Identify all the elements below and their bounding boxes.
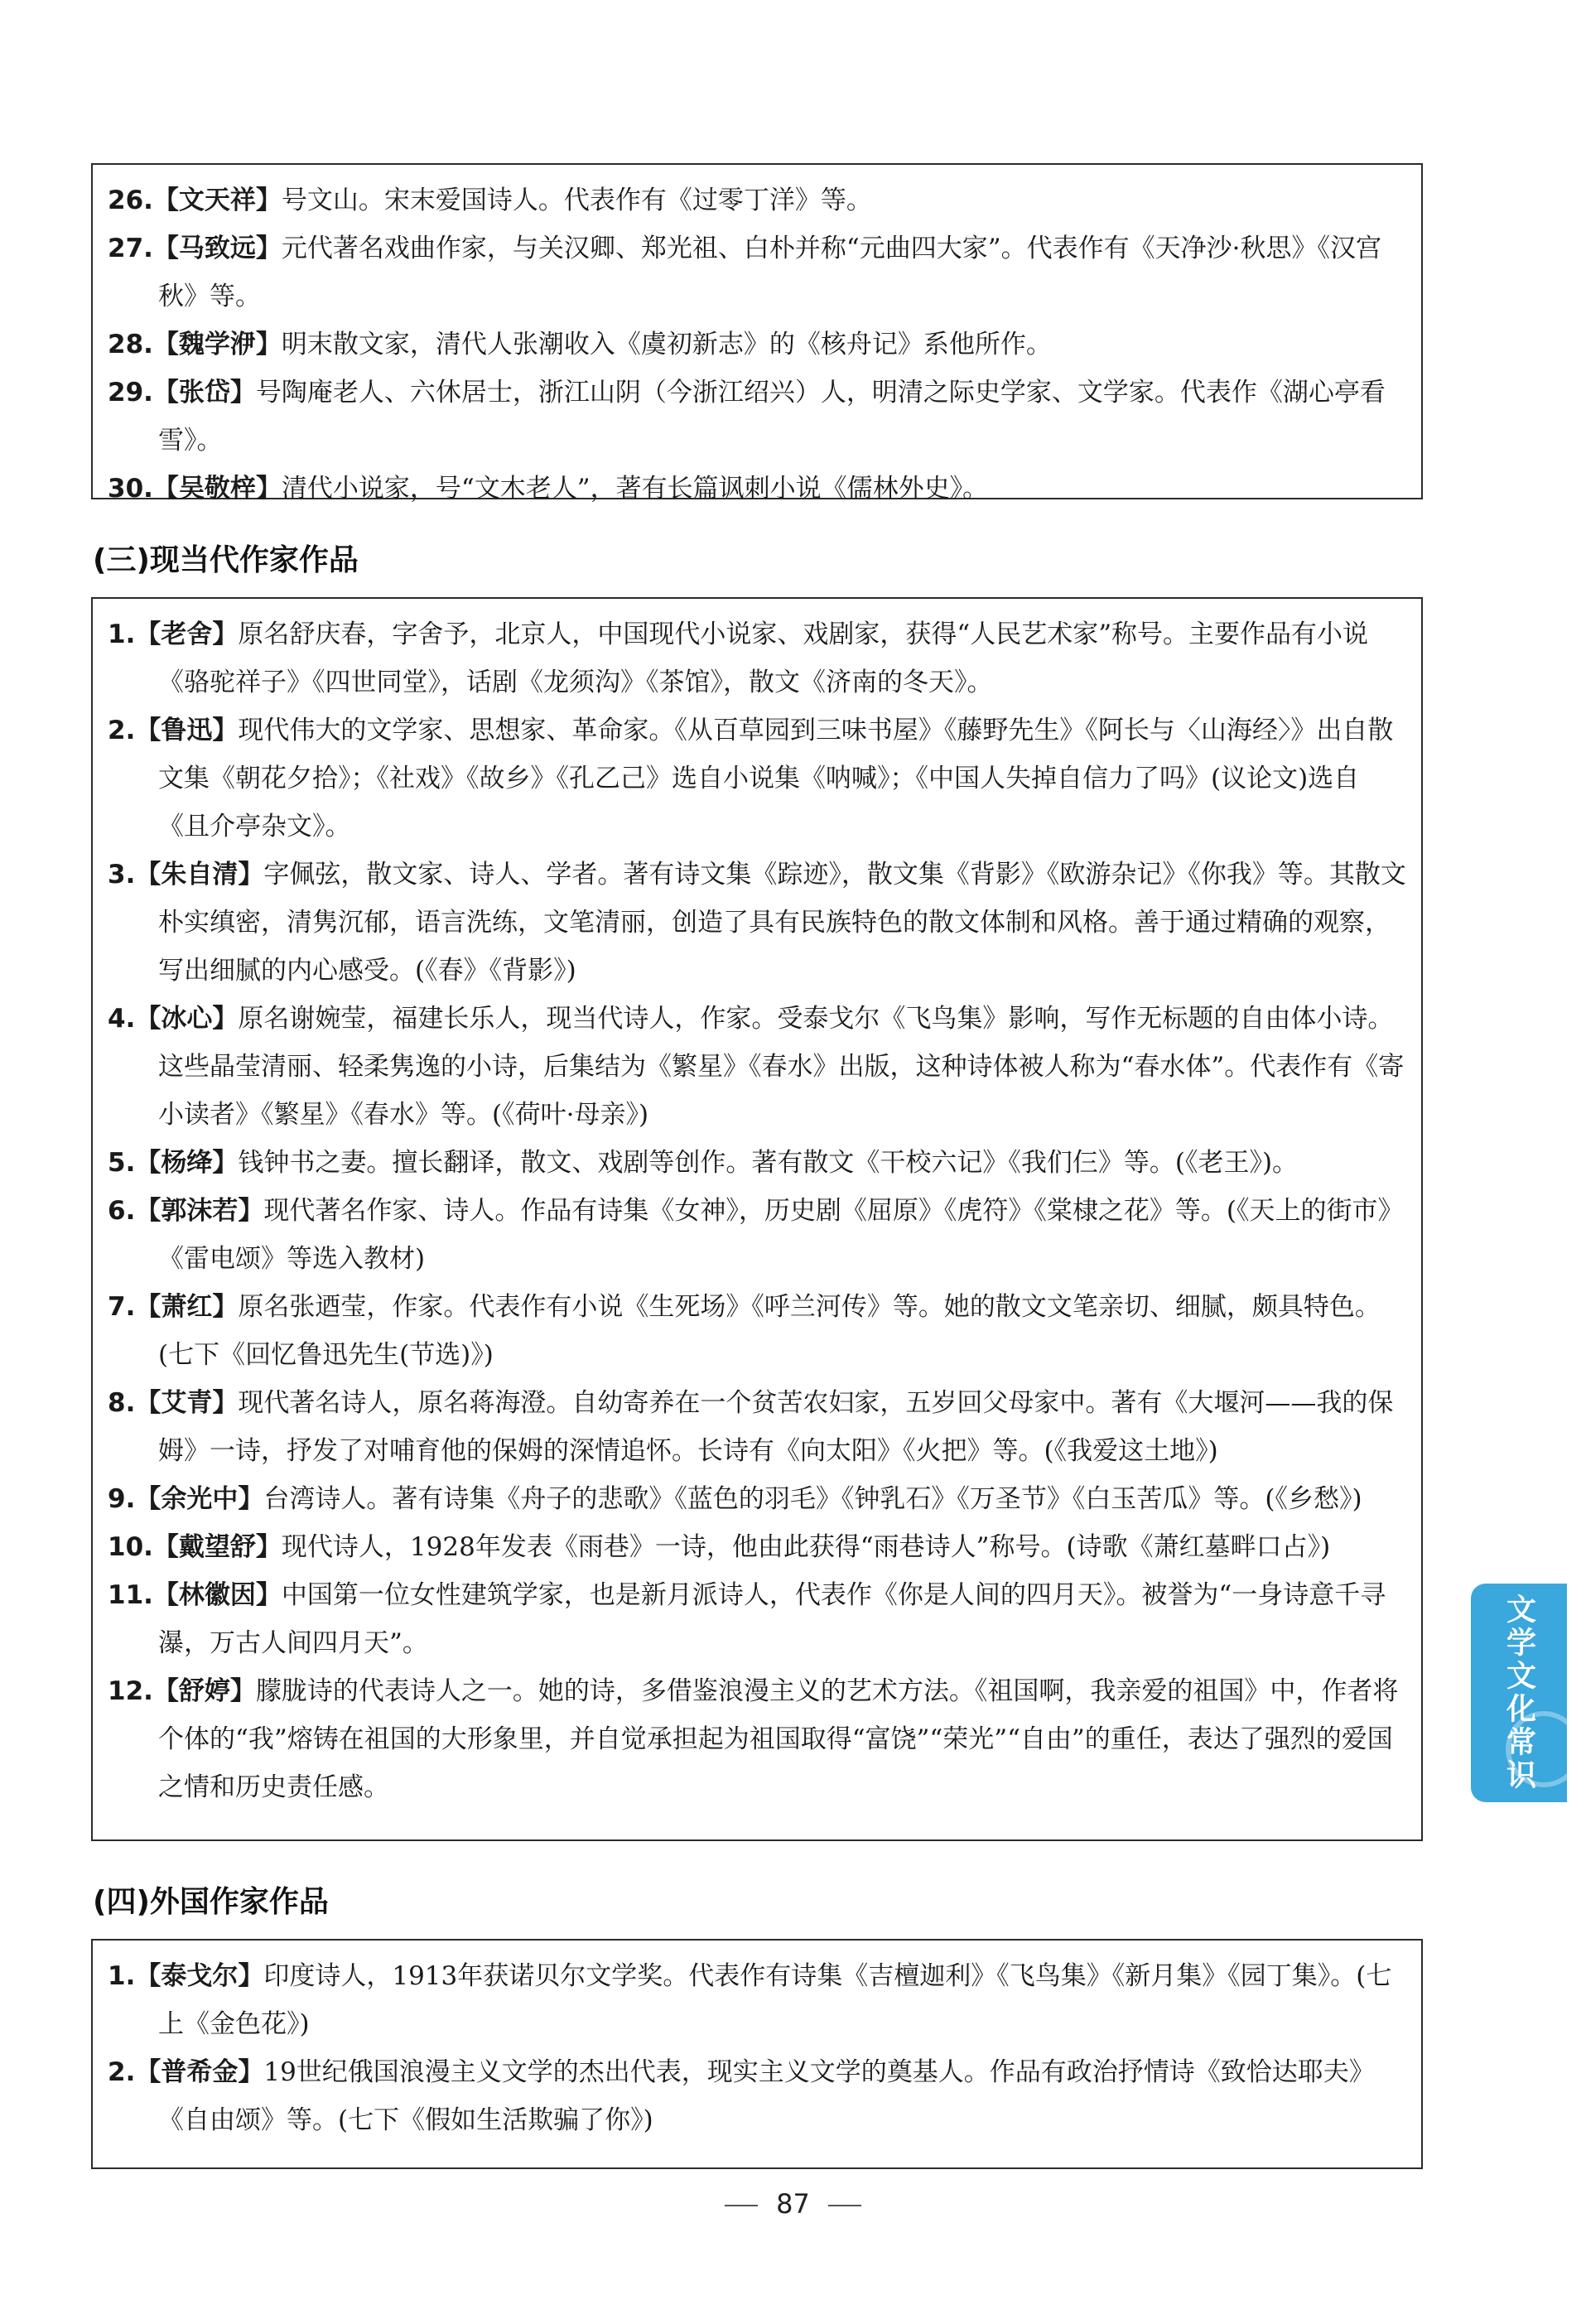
entry: 1.【泰戈尔】印度诗人，1913年获诺贝尔文学奖。代表作有诗集《吉檀迦利》《飞鸟集》《新月集》《园丁集》。(七上《金色花》) <box>108 1961 1392 2039</box>
authors-box-ancient <box>91 163 1423 504</box>
side-tab-label: 文学文化常识 <box>1502 1594 1536 1792</box>
entry: 9.【余光中】台湾诗人。著有诗集《舟子的悲歌》《蓝色的羽毛》《钟乳石》《万圣节》《白玉苦瓜》等。(《乡愁》) <box>108 1484 1362 1514</box>
page-number: 87 <box>776 2188 810 2220</box>
entry: 5.【杨绛】钱钟书之妻。擅长翻译，散文、戏剧等创作。著有散文《干校六记》《我们仨》等。(《老王》)。 <box>108 1148 1299 1178</box>
entry: 6.【郭沫若】现代著名作家、诗人。作品有诗集《女神》，历史剧《屈原》《虎符》《棠棣之花》等。(《天上的街市》《雷电颂》等选入教材) <box>108 1196 1404 1274</box>
entry: 12.【舒婷】朦胧诗的代表诗人之一。她的诗，多借鉴浪漫主义的艺术方法。《祖国啊，我亲爱的祖国》中，作者将个体的“我”熔铸在祖国的大形象里，并自觉承担起为祖国取得“富饶”“荣光”“自由”的重任，表达了强烈的爱国之情和历史责任感。 <box>108 1676 1399 1802</box>
chapter-side-tab <box>1471 1584 1567 1802</box>
section-heading-foreign: (四)外国作家作品 <box>93 1885 329 1919</box>
entry: 10.【戴望舒】现代诗人，1928年发表《雨巷》一诗，他由此获得“雨巷诗人”称号。(诗歌《萧红墓畔口占》) <box>108 1532 1331 1562</box>
section-heading-modern: (三)现当代作家作品 <box>93 543 359 577</box>
footer-dash-right <box>828 2205 861 2206</box>
entry: 1.【老舍】原名舒庆春，字舍予，北京人，中国现代小说家、戏剧家，获得“人民艺术家”称号。主要作品有小说《骆驼祥子》《四世同堂》，话剧《龙须沟》《茶馆》，散文《济南的冬天》。 <box>108 620 1369 697</box>
entry: 4.【冰心】原名谢婉莹，福建长乐人，现当代诗人，作家。受泰戈尔《飞鸟集》影响，写作无标题的自由体小诗。这些晶莹清丽、轻柔隽逸的小诗，后集结为《繁星》《春水》出版，这种诗体被人称为“春水体”。代表作有《寄小读者》《繁星》《春水》等。(《荷叶·母亲》) <box>108 1004 1405 1130</box>
entry: 2.【鲁迅】现代伟大的文学家、思想家、革命家。《从百草园到三味书屋》《藤野先生》《阿长与〈山海经〉》出自散文集《朝花夕拾》；《社戏》《故乡》《孔乙己》选自小说集《呐喊》；《中国人失掉自信力了吗》(议论文)选自《且介亭杂文》。 <box>108 716 1394 841</box>
entry: 28.【魏学洢】明末散文家，清代人张潮收入《虞初新志》的《核舟记》系他所作。 <box>108 330 1052 359</box>
entry: 26.【文天祥】号文山。宋末爱国诗人。代表作有《过零丁洋》等。 <box>108 186 872 215</box>
authors-box-modern <box>91 597 1423 1841</box>
page-footer <box>0 2188 1586 2220</box>
entry: 8.【艾青】现代著名诗人，原名蒋海澄。自幼寄养在一个贫苦农妇家，五岁回父母家中。著有《大堰河——我的保姆》一诗，抒发了对哺育他的保姆的深情追怀。长诗有《向太阳》《火把》等。(《我爱这土地》) <box>108 1388 1394 1466</box>
entry: 30.【吴敬梓】清代小说家，号“文木老人”，著有长篇讽刺小说《儒林外史》。 <box>108 474 989 504</box>
entry: 11.【林徽因】中国第一位女性建筑学家，也是新月派诗人，代表作《你是人间的四月天》。被誉为“一身诗意千寻瀑，万古人间四月天”。 <box>108 1580 1386 1658</box>
footer-dash-left <box>725 2205 758 2206</box>
entry: 29.【张岱】号陶庵老人、六休居士，浙江山阴（今浙江绍兴）人，明清之际史学家、文学家。代表作《湖心亭看雪》。 <box>108 378 1386 456</box>
entry: 7.【萧红】原名张迺莹，作家。代表作有小说《生死场》《呼兰河传》等。她的散文文笔亲切、细腻，颇具特色。(七下《回忆鲁迅先生(节选)》) <box>108 1292 1381 1370</box>
entry: 3.【朱自清】字佩弦，散文家、诗人、学者。著有诗文集《踪迹》，散文集《背影》《欧游杂记》《你我》等。其散文朴实缜密，清隽沉郁，语言洗练，文笔清丽，创造了具有民族特色的散文体制和风格。善于通过精确的观察，写出细腻的内心感受。(《春》《背影》) <box>108 860 1406 986</box>
entry: 2.【普希金】19世纪俄国浪漫主义文学的杰出代表，现实主义文学的奠基人。作品有政治抒情诗《致恰达耶夫》《自由颂》等。(七下《假如生活欺骗了你》) <box>108 2057 1375 2135</box>
authors-box-foreign <box>91 1939 1423 2169</box>
entry: 27.【马致远】元代著名戏曲作家，与关汉卿、郑光祖、白朴并称“元曲四大家”。代表作有《天净沙·秋思》《汉宫秋》等。 <box>108 234 1381 311</box>
